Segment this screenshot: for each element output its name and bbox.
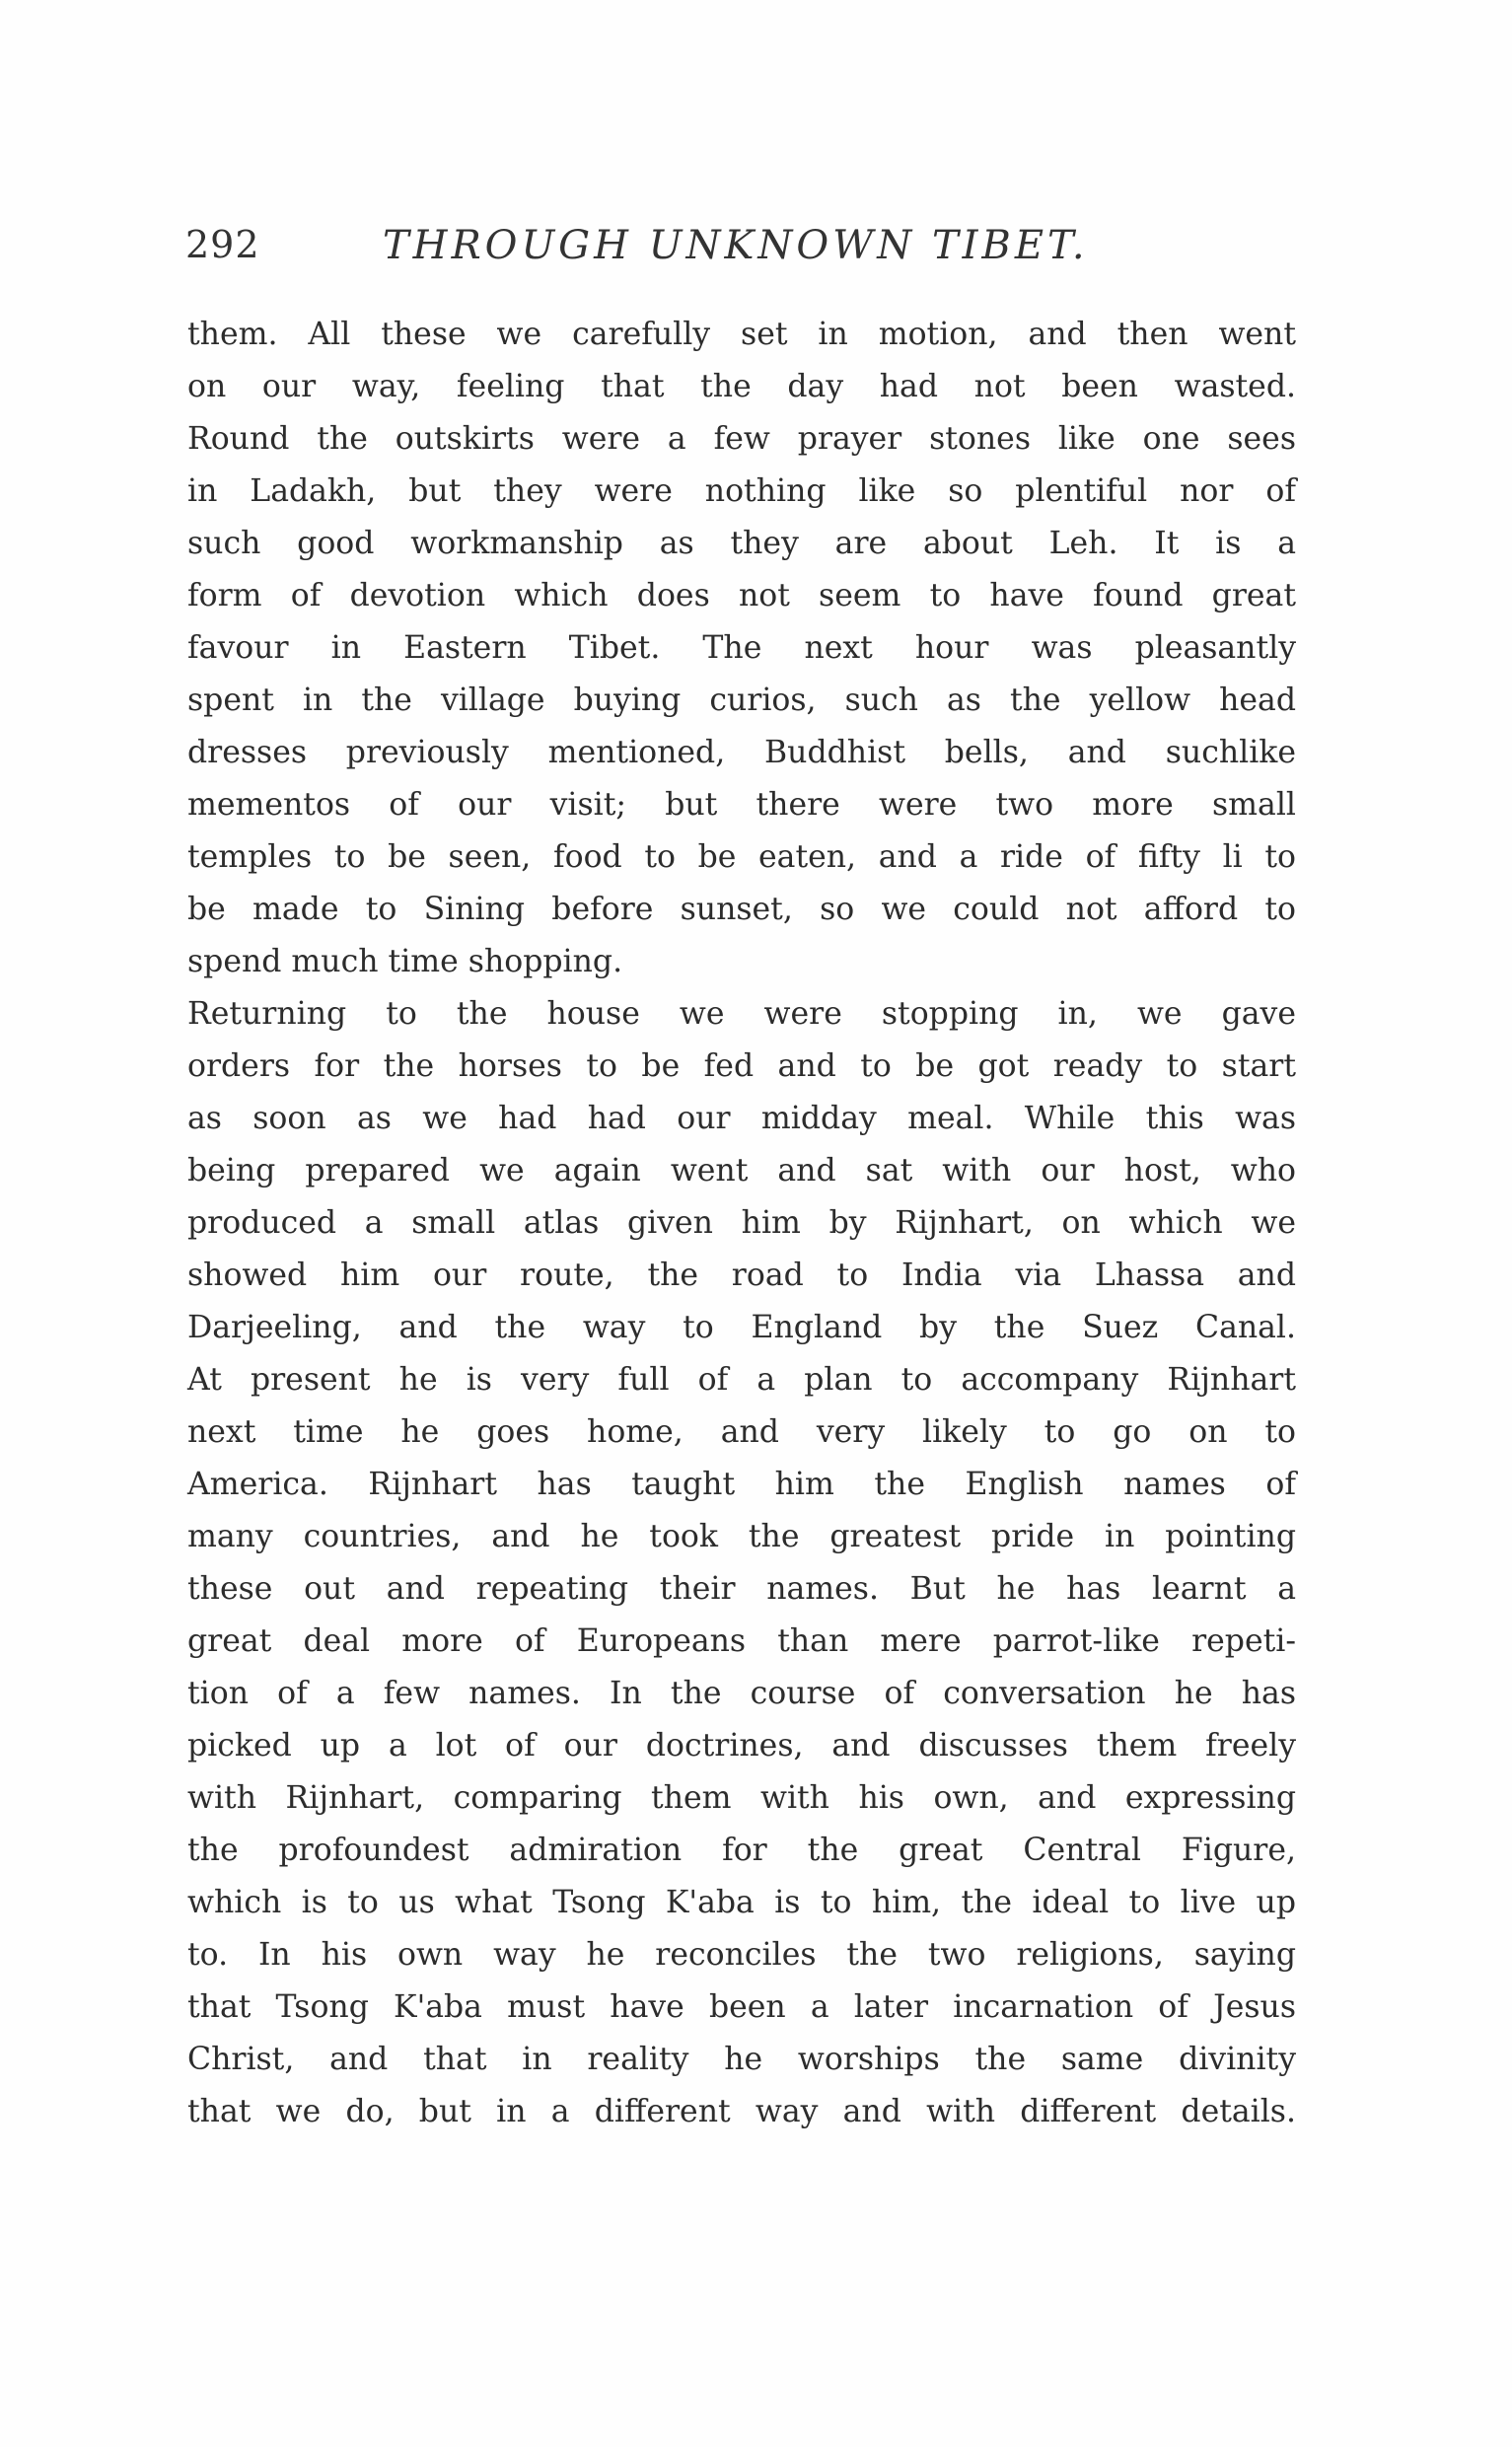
text-line: temples to be seen, food to be eaten, and a ride of fifty li to [187,839,1296,875]
text-line: that Tsong K'aba must have been a later incarnation of Jesus [187,1989,1296,2025]
text-line: dresses previously mentioned, Buddhist bells, and suchlike [187,735,1296,770]
text-line: favour in Eastern Tibet. The next hour was pleasantly [187,630,1296,666]
text-line: produced a small atlas given him by Rijnhart, on which we [187,1205,1296,1241]
text-line: form of devotion which does not seem to have found great [187,578,1296,613]
text-line: showed him our route, the road to India via Lhassa and [187,1258,1296,1293]
text-line: the profoundest admiration for the great Central Figure, [187,1833,1296,1868]
text-line: such good workmanship as they are about Leh. It is a [187,526,1296,561]
text-line: as soon as we had had our midday meal. While this was [187,1101,1296,1136]
text-line: orders for the horses to be fed and to be got ready to start [187,1048,1296,1084]
text-line: picked up a lot of our doctrines, and discusses them freely [187,1728,1296,1763]
text-line: with Rijnhart, comparing them with his own, and expressing [187,1780,1296,1816]
text-line: be made to Sining before sunset, so we could not afford to [187,892,1296,927]
text-line: great deal more of Europeans than mere parrot-like repeti- [187,1623,1296,1659]
text-line: tion of a few names. In the course of conversation he has [187,1676,1296,1711]
text-line: Round the outskirts were a few prayer stones like one sees [187,421,1296,457]
text-line: spend much time shopping. [187,944,623,979]
body-text [187,309,1296,2138]
text-line: these out and repeating their names. But he has learnt a [187,1571,1296,1607]
running-title: THROUGH UNKNOWN TIBET. [383,223,1089,268]
text-line: Christ, and that in reality he worships the same divinity [187,2042,1296,2077]
text-line: which is to us what Tsong K'aba is to him, the ideal to live up [187,1885,1296,1920]
text-line: next time he goes home, and very likely to go on to [187,1414,1296,1450]
text-line: that we do, but in a different way and with different details. [187,2094,1296,2129]
page-header [185,223,1310,282]
text-line: them. All these we carefully set in motion, and then went [187,317,1296,352]
text-line: spent in the village buying curios, such as the yellow head [187,683,1296,718]
page-number: 292 [185,223,260,266]
text-line: many countries, and he took the greatest pride in pointing [187,1519,1296,1554]
text-line: At present he is very full of a plan to accompany Rijnhart [187,1362,1296,1398]
text-line: on our way, feeling that the day had not been wasted. [187,369,1296,404]
text-line: Darjeeling, and the way to England by the Suez Canal. [187,1310,1296,1345]
text-line: Returning to the house we were stopping in, we gave [187,996,1296,1032]
text-line: being prepared we again went and sat with our host, who [187,1153,1296,1188]
text-line: mementos of our visit; but there were two more small [187,787,1296,823]
text-line: to. In his own way he reconciles the two religions, saying [187,1937,1296,1973]
text-line: America. Rijnhart has taught him the English names of [187,1467,1296,1502]
text-line: in Ladakh, but they were nothing like so plentiful nor of [187,473,1296,509]
